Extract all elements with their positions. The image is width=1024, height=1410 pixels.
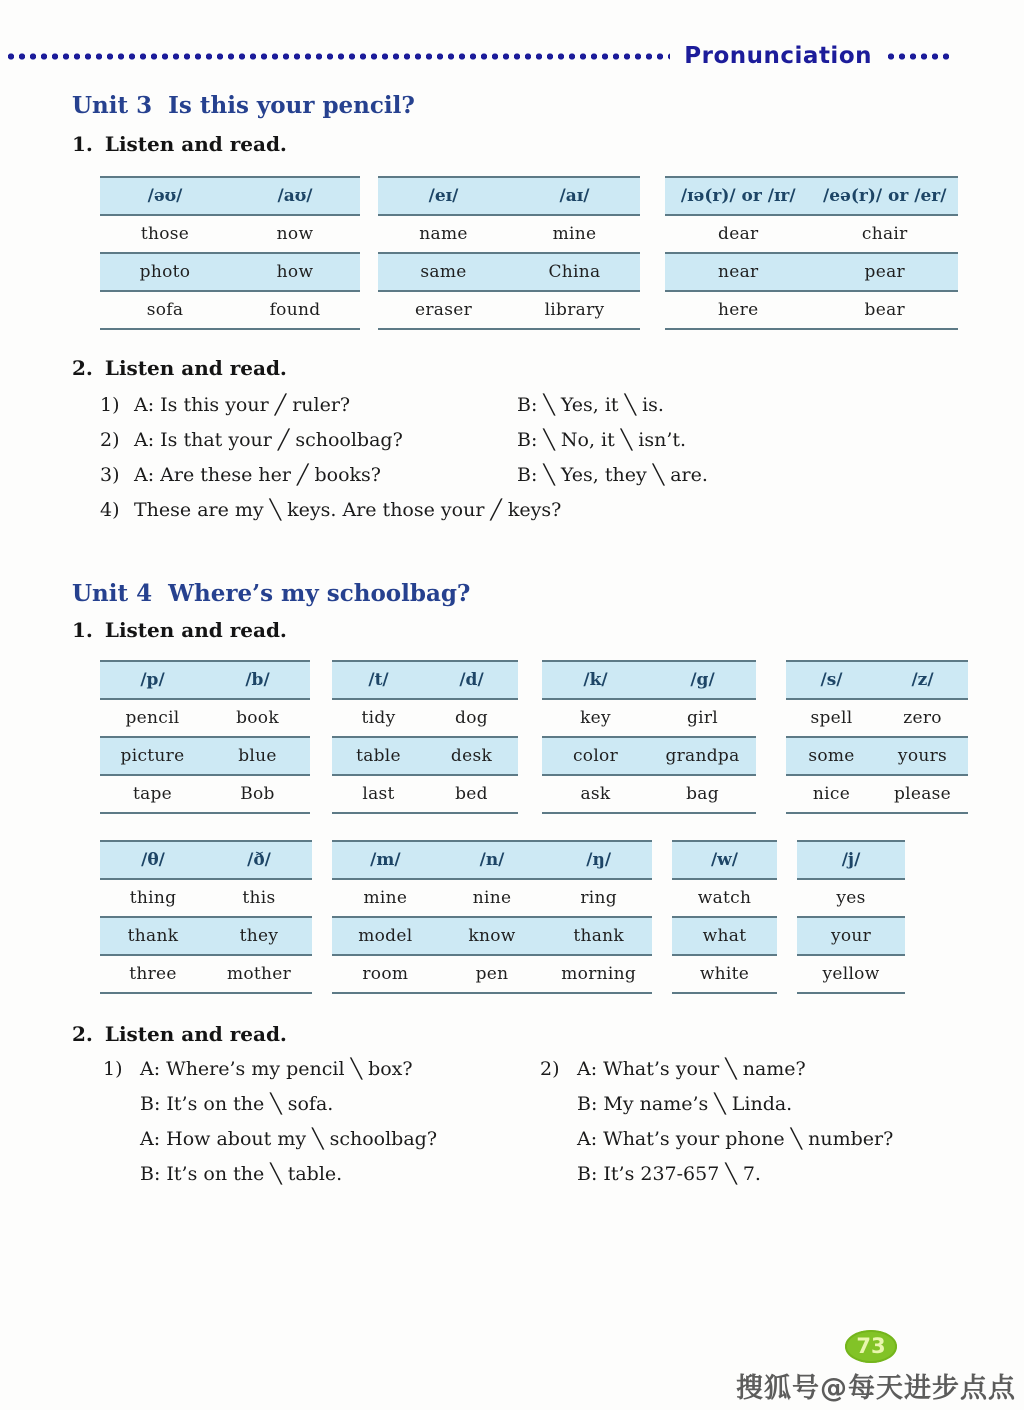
word-cell: eraser bbox=[414, 300, 473, 320]
phoneme-symbol: /eɪ/ bbox=[428, 186, 459, 206]
phoneme-table-s-z bbox=[786, 660, 968, 814]
word-row bbox=[100, 954, 312, 994]
phoneme-symbol: /p/ bbox=[140, 670, 165, 690]
word-cell: color bbox=[572, 746, 619, 766]
unit4-section1-heading bbox=[72, 616, 1024, 644]
word-row bbox=[100, 698, 310, 736]
word-cell: morning bbox=[561, 964, 637, 984]
phoneme-symbol: /ɪə(r)/ or /ɪr/ bbox=[680, 186, 796, 206]
word-cell: picture bbox=[120, 746, 185, 766]
word-row bbox=[786, 736, 968, 774]
section-number: 2. bbox=[72, 356, 93, 380]
word-row bbox=[542, 698, 756, 736]
word-row bbox=[797, 878, 905, 916]
word-row bbox=[100, 736, 310, 774]
dialogue-row bbox=[100, 458, 1024, 493]
word-row bbox=[332, 698, 518, 736]
word-row bbox=[332, 736, 518, 774]
phoneme-symbol: /z/ bbox=[911, 670, 934, 690]
phoneme-symbol: /d/ bbox=[459, 670, 484, 690]
pronunciation-header bbox=[6, 43, 954, 69]
dialogue-row bbox=[100, 493, 1024, 528]
word-cell: desk bbox=[450, 746, 493, 766]
word-row bbox=[786, 698, 968, 736]
word-cell: this bbox=[242, 888, 276, 908]
word-cell: dog bbox=[455, 708, 488, 728]
unit3-dialogues bbox=[100, 388, 1024, 528]
dialogue-line: A: Where’s my pencil ╲ box? bbox=[140, 1058, 413, 1080]
phoneme-symbol: /k/ bbox=[583, 670, 608, 690]
word-cell: pen bbox=[475, 964, 509, 984]
section-number: 1. bbox=[72, 132, 93, 156]
dialogue-row bbox=[100, 423, 1024, 458]
word-row bbox=[786, 774, 968, 814]
word-row bbox=[672, 878, 777, 916]
phoneme-symbol: /j/ bbox=[841, 850, 861, 870]
unit3-title: Is this your pencil? bbox=[168, 92, 415, 119]
phoneme-table-ei-ai bbox=[378, 176, 640, 330]
dialogue-1 bbox=[103, 1052, 540, 1192]
word-cell: tape bbox=[132, 784, 173, 804]
dialogue-line: B: It’s 237-657 ╲ 7. bbox=[577, 1163, 761, 1185]
dialogue-b-line: B: ╲ Yes, they ╲ are. bbox=[517, 464, 708, 486]
dialogue-lines bbox=[577, 1052, 893, 1192]
word-cell: dear bbox=[718, 224, 759, 244]
word-cell: those bbox=[140, 224, 190, 244]
dialogue-number: 4) bbox=[100, 499, 120, 521]
word-row bbox=[100, 214, 360, 252]
unit4-heading bbox=[72, 578, 1024, 610]
phoneme-table-w bbox=[672, 840, 777, 994]
word-cell: three bbox=[129, 964, 177, 984]
word-cell: some bbox=[808, 746, 855, 766]
unit3-heading bbox=[72, 90, 1024, 122]
word-row bbox=[332, 878, 652, 916]
word-row bbox=[100, 878, 312, 916]
word-row bbox=[797, 916, 905, 954]
page-title: Pronunciation bbox=[684, 43, 872, 69]
word-row bbox=[332, 916, 652, 954]
phoneme-symbol: /ŋ/ bbox=[586, 850, 612, 870]
word-row bbox=[100, 916, 312, 954]
phoneme-table-th-dh bbox=[100, 840, 312, 994]
word-row bbox=[332, 954, 652, 994]
phoneme-symbol: /aɪ/ bbox=[559, 186, 590, 206]
phoneme-header-row bbox=[786, 660, 968, 698]
word-cell: tidy bbox=[361, 708, 396, 728]
dotted-line-left bbox=[6, 52, 670, 61]
dialogue-number: 1) bbox=[100, 394, 120, 416]
word-cell: room bbox=[362, 964, 409, 984]
dialogue-line: B: It’s on the ╲ table. bbox=[140, 1163, 343, 1185]
word-cell: thank bbox=[573, 926, 625, 946]
word-row bbox=[378, 252, 640, 290]
dialogue-a-line: A: Is this your ╱ ruler? bbox=[134, 394, 351, 416]
dialogue-number: 3) bbox=[100, 464, 120, 486]
word-row bbox=[665, 252, 958, 290]
word-cell: now bbox=[276, 224, 314, 244]
section-title: Listen and read. bbox=[104, 1022, 287, 1046]
word-cell: sofa bbox=[146, 300, 184, 320]
dialogue-b-line: B: ╲ Yes, it ╲ is. bbox=[517, 394, 664, 416]
phoneme-table-p-b bbox=[100, 660, 310, 814]
word-cell: bed bbox=[455, 784, 488, 804]
dialogue-full-line: These are my ╲ keys. Are those your ╱ keys? bbox=[134, 499, 562, 521]
phoneme-symbol: /ð/ bbox=[247, 850, 271, 870]
word-row bbox=[665, 290, 958, 330]
word-cell: same bbox=[420, 262, 467, 282]
word-cell: blue bbox=[238, 746, 277, 766]
word-cell: found bbox=[269, 300, 321, 320]
word-cell: white bbox=[699, 964, 750, 984]
word-cell: bear bbox=[864, 300, 905, 320]
word-cell: yellow bbox=[822, 964, 880, 984]
phoneme-symbol: /m/ bbox=[370, 850, 401, 870]
unit4-title: Where’s my schoolbag? bbox=[168, 580, 471, 607]
word-cell: yours bbox=[897, 746, 948, 766]
phoneme-table-ir-er bbox=[665, 176, 958, 330]
dialogue-row bbox=[100, 388, 1024, 423]
dialogue-2 bbox=[540, 1052, 893, 1192]
word-cell: your bbox=[830, 926, 872, 946]
phoneme-symbol: /əʊ/ bbox=[147, 186, 183, 206]
word-row bbox=[665, 214, 958, 252]
phoneme-header-row bbox=[332, 840, 652, 878]
word-cell: last bbox=[362, 784, 395, 804]
word-cell: China bbox=[548, 262, 601, 282]
word-row bbox=[100, 774, 310, 814]
phoneme-symbol: /w/ bbox=[710, 850, 739, 870]
word-cell: thank bbox=[127, 926, 179, 946]
word-cell: please bbox=[893, 784, 952, 804]
word-cell: pencil bbox=[125, 708, 180, 728]
dialogue-line: A: How about my ╲ schoolbag? bbox=[140, 1128, 438, 1150]
page-number-badge: 73 bbox=[845, 1330, 897, 1363]
word-row bbox=[100, 252, 360, 290]
word-row bbox=[378, 290, 640, 330]
word-cell: how bbox=[276, 262, 314, 282]
dialogue-line: B: My name’s ╲ Linda. bbox=[577, 1093, 793, 1115]
word-row bbox=[797, 954, 905, 994]
word-cell: know bbox=[468, 926, 516, 946]
word-cell: book bbox=[236, 708, 279, 728]
phoneme-header-row bbox=[797, 840, 905, 878]
phoneme-table-k-g bbox=[542, 660, 756, 814]
dialogue-line: A: What’s your ╲ name? bbox=[577, 1058, 806, 1080]
phoneme-table-ou-au bbox=[100, 176, 360, 330]
dialogue-a-line: A: Is that your ╱ schoolbag? bbox=[134, 429, 403, 451]
word-cell: grandpa bbox=[665, 746, 740, 766]
phoneme-table-t-d bbox=[332, 660, 518, 814]
word-cell: key bbox=[580, 708, 611, 728]
word-cell: mine bbox=[552, 224, 597, 244]
phoneme-header-row bbox=[100, 660, 310, 698]
word-cell: thing bbox=[129, 888, 177, 908]
phoneme-symbol: /aʊ/ bbox=[277, 186, 313, 206]
unit4-phoneme-tables-row1 bbox=[100, 660, 1024, 814]
phoneme-header-row bbox=[542, 660, 756, 698]
phoneme-header-row bbox=[672, 840, 777, 878]
unit4-phoneme-tables-row2 bbox=[100, 840, 1024, 994]
word-cell: yes bbox=[836, 888, 866, 908]
word-cell: table bbox=[356, 746, 401, 766]
unit4-label: Unit 4 bbox=[72, 580, 153, 607]
section-number: 2. bbox=[72, 1022, 93, 1046]
dialogue-a-line: A: Are these her ╱ books? bbox=[134, 464, 381, 486]
word-row bbox=[672, 916, 777, 954]
word-cell: bag bbox=[686, 784, 719, 804]
phoneme-symbol: /g/ bbox=[690, 670, 715, 690]
section-number: 1. bbox=[72, 618, 93, 642]
dialogue-number: 1) bbox=[103, 1058, 123, 1080]
word-cell: spell bbox=[810, 708, 853, 728]
section-title: Listen and read. bbox=[104, 132, 287, 156]
phoneme-header-row bbox=[100, 840, 312, 878]
phoneme-table-m-n-ng bbox=[332, 840, 652, 994]
word-cell: watch bbox=[697, 888, 752, 908]
word-cell: they bbox=[239, 926, 279, 946]
unit4-section2-heading bbox=[72, 1020, 1024, 1048]
dialogue-b-line: B: ╲ No, it ╲ isn’t. bbox=[517, 429, 687, 451]
unit3-section2-heading bbox=[72, 354, 1024, 382]
section-title: Listen and read. bbox=[104, 618, 287, 642]
phoneme-table-j bbox=[797, 840, 905, 994]
word-cell: near bbox=[718, 262, 759, 282]
phoneme-header-row bbox=[332, 660, 518, 698]
phoneme-header-row bbox=[100, 176, 360, 214]
word-row bbox=[672, 954, 777, 994]
word-cell: zero bbox=[903, 708, 942, 728]
word-row bbox=[378, 214, 640, 252]
dotted-line-right bbox=[886, 52, 954, 61]
phoneme-symbol: /θ/ bbox=[141, 850, 165, 870]
word-row bbox=[100, 290, 360, 330]
word-cell: pear bbox=[864, 262, 905, 282]
word-cell: girl bbox=[686, 708, 719, 728]
word-cell: here bbox=[718, 300, 759, 320]
phoneme-symbol: /s/ bbox=[820, 670, 843, 690]
phoneme-symbol: /b/ bbox=[245, 670, 270, 690]
word-cell: what bbox=[702, 926, 747, 946]
phoneme-symbol: /n/ bbox=[479, 850, 505, 870]
word-cell: library bbox=[544, 300, 605, 320]
word-cell: name bbox=[419, 224, 468, 244]
dialogue-number: 2) bbox=[100, 429, 120, 451]
word-cell: photo bbox=[139, 262, 191, 282]
phoneme-header-row bbox=[665, 176, 958, 214]
unit3-section1-heading bbox=[72, 130, 1024, 158]
word-cell: mine bbox=[363, 888, 408, 908]
word-cell: Bob bbox=[240, 784, 275, 804]
word-cell: mother bbox=[226, 964, 292, 984]
unit3-label: Unit 3 bbox=[72, 92, 153, 119]
section-title: Listen and read. bbox=[104, 356, 287, 380]
phoneme-header-row bbox=[378, 176, 640, 214]
watermark-text: 搜狐号@每天进步点点 bbox=[736, 1373, 1016, 1404]
word-cell: nice bbox=[812, 784, 851, 804]
phoneme-symbol: /eə(r)/ or /er/ bbox=[823, 186, 947, 206]
dialogue-line: B: It’s on the ╲ sofa. bbox=[140, 1093, 334, 1115]
word-row bbox=[542, 774, 756, 814]
phoneme-symbol: /t/ bbox=[368, 670, 389, 690]
word-cell: chair bbox=[861, 224, 908, 244]
word-row bbox=[332, 774, 518, 814]
dialogue-line: A: What’s your phone ╲ number? bbox=[577, 1128, 894, 1150]
word-row bbox=[542, 736, 756, 774]
unit3-phoneme-tables bbox=[100, 176, 1024, 330]
dialogue-number: 2) bbox=[540, 1058, 560, 1080]
word-cell: ask bbox=[580, 784, 611, 804]
word-cell: nine bbox=[472, 888, 512, 908]
word-cell: ring bbox=[580, 888, 617, 908]
word-cell: model bbox=[358, 926, 413, 946]
unit4-dialogues bbox=[103, 1052, 1024, 1192]
dialogue-lines bbox=[140, 1052, 540, 1192]
